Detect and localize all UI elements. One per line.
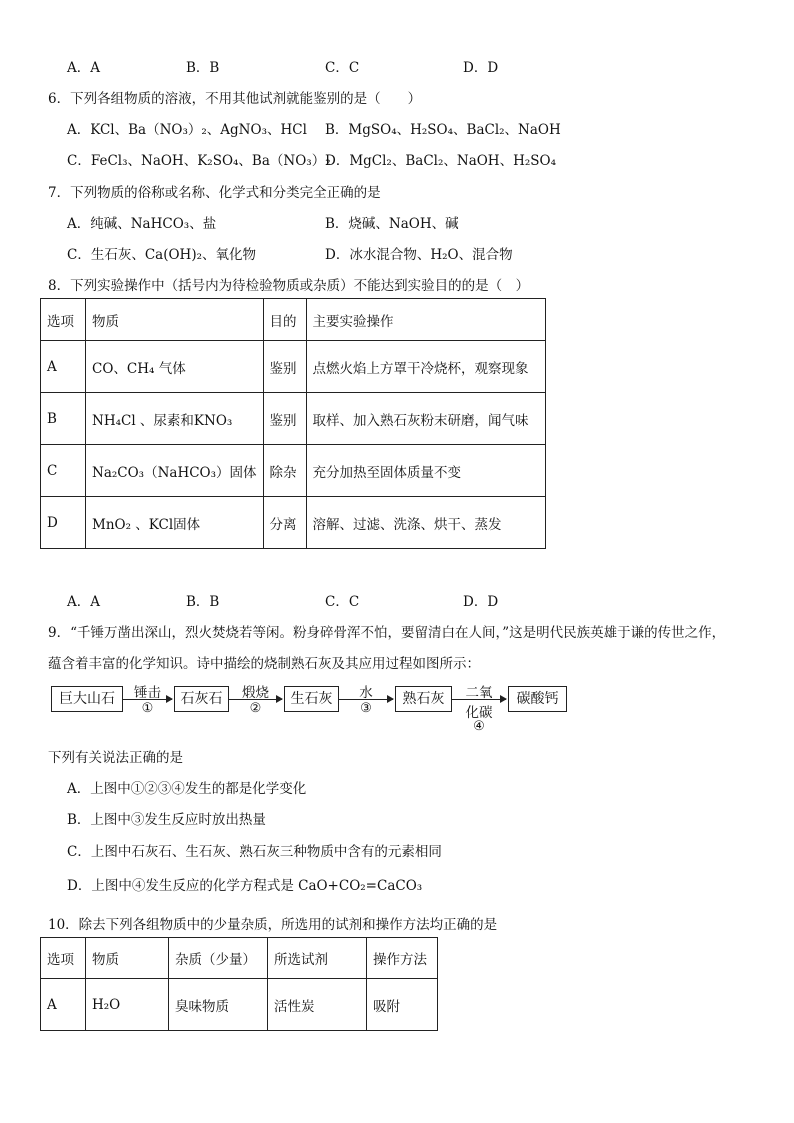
table-cell: Na₂CO₃（NaHCO₃）固体 bbox=[86, 445, 264, 497]
table-cell: A bbox=[41, 341, 86, 393]
flow-node: 生石灰 bbox=[284, 686, 339, 712]
q9-prompt: 下列有关说法正确的是 bbox=[48, 750, 183, 766]
table-cell: 取样、加入熟石灰粉末研磨，闻气味 bbox=[306, 393, 545, 445]
q8-option-c: C．C bbox=[325, 594, 360, 610]
q7-stem: 7．下列物质的俗称或名称、化学式和分类完全正确的是 bbox=[48, 185, 381, 201]
table-cell: MnO₂ 、KCl固体 bbox=[86, 497, 264, 549]
q9-stem-line1: 9．“千锤万凿出深山，烈火焚烧若等闲。粉身碎骨浑不怕，要留清白在人间，”这是明代民族英雄于谦的传世之作， bbox=[48, 625, 726, 641]
flow-step-number: ④ bbox=[473, 719, 485, 734]
q6-stem: 6．下列各组物质的溶液，不用其他试剂就能鉴别的是（ ） bbox=[48, 91, 422, 107]
table-row bbox=[41, 979, 438, 1031]
q5-option-d: D．D bbox=[463, 60, 499, 76]
header-cell: 操作方法 bbox=[367, 938, 438, 979]
table-row bbox=[41, 445, 546, 497]
table-header-row bbox=[41, 299, 546, 341]
q8-option-d: D．D bbox=[463, 594, 499, 610]
q5-option-c: C．C bbox=[325, 60, 360, 76]
table-header-row bbox=[41, 938, 438, 979]
flow-node: 石灰石 bbox=[174, 686, 229, 712]
flow-step-number: ② bbox=[249, 701, 262, 716]
header-cell: 物质 bbox=[86, 938, 169, 979]
table-cell: 臭味物质 bbox=[169, 979, 268, 1031]
table-cell: NH₄Cl 、尿素和KNO₃ bbox=[86, 393, 264, 445]
table-cell: CO、CH₄ 气体 bbox=[86, 341, 264, 393]
flow-step-number: ③ bbox=[360, 701, 372, 716]
flow-step-label: 化碳 bbox=[465, 705, 493, 721]
q7-option-c: C．生石灰、Ca(OH)₂、氧化物 bbox=[67, 247, 256, 263]
flow-node: 碳酸钙 bbox=[508, 686, 567, 712]
q5-option-a: A．A bbox=[67, 60, 100, 76]
flow-step-label: 二氧 bbox=[465, 685, 493, 701]
q9-option-c: C．上图中石灰石、生石灰、熟石灰三种物质中含有的元素相同 bbox=[67, 844, 442, 860]
q5-option-b: B．B bbox=[186, 60, 220, 76]
flow-step-label: 水 bbox=[359, 685, 373, 701]
table-cell: H₂O bbox=[86, 979, 169, 1031]
header-cell: 选项 bbox=[41, 938, 86, 979]
table-cell: C bbox=[41, 445, 86, 497]
q6-option-a: A．KCl、Ba（NO₃）₂、AgNO₃、HCl bbox=[67, 122, 307, 138]
table-row bbox=[41, 341, 546, 393]
table-cell: 溶解、过滤、洗涤、烘干、蒸发 bbox=[306, 497, 545, 549]
q6-option-d: D．MgCl₂、BaCl₂、NaOH、H₂SO₄ bbox=[325, 153, 556, 169]
table-row bbox=[41, 393, 546, 445]
q8-stem: 8．下列实验操作中（括号内为待检验物质或杂质）不能达到实验目的的是（ ） bbox=[48, 278, 530, 294]
table-cell: 充分加热至固体质量不变 bbox=[306, 445, 545, 497]
table-cell: A bbox=[41, 979, 86, 1031]
q9-option-d: D．上图中④发生反应的化学方程式是 CaO+CO₂=CaCO₃ bbox=[67, 878, 423, 894]
table-cell: 分离 bbox=[263, 497, 306, 549]
table-cell: B bbox=[41, 393, 86, 445]
q9-stem-line2: 蕴含着丰富的化学知识。诗中描绘的烧制熟石灰及其应用过程如图所示： bbox=[48, 656, 480, 672]
table-cell: 鉴别 bbox=[263, 341, 306, 393]
table-cell: 鉴别 bbox=[263, 393, 306, 445]
q9-option-a: A．上图中①②③④发生的都是化学变化 bbox=[67, 781, 307, 797]
q7-option-d: D．冰水混合物、H₂O、混合物 bbox=[325, 247, 513, 263]
q10-table bbox=[40, 937, 438, 1031]
q8-option-a: A．A bbox=[67, 594, 100, 610]
flow-step-label: 锤击 bbox=[134, 685, 161, 701]
q7-option-b: B．烧碱、NaOH、碱 bbox=[325, 216, 459, 232]
table-cell: 吸附 bbox=[367, 979, 438, 1031]
header-cell: 杂质（少量） bbox=[169, 938, 268, 979]
flow-node: 熟石灰 bbox=[395, 686, 452, 712]
table-cell: D bbox=[41, 497, 86, 549]
header-cell: 主要实验操作 bbox=[306, 299, 545, 341]
flow-step-label: 煅烧 bbox=[242, 685, 269, 701]
header-cell: 选项 bbox=[41, 299, 86, 341]
table-cell: 活性炭 bbox=[268, 979, 367, 1031]
table-row bbox=[41, 497, 546, 549]
table-cell: 除杂 bbox=[263, 445, 306, 497]
q7-option-a: A．纯碱、NaHCO₃、盐 bbox=[67, 216, 217, 232]
header-cell: 目的 bbox=[263, 299, 306, 341]
q6-option-b: B．MgSO₄、H₂SO₄、BaCl₂、NaOH bbox=[325, 122, 561, 138]
q8-table bbox=[40, 298, 546, 549]
header-cell: 物质 bbox=[86, 299, 264, 341]
q6-option-c: C．FeCl₃、NaOH、K₂SO₄、Ba（NO₃）₂ bbox=[67, 153, 331, 169]
q10-stem: 10．除去下列各组物质中的少量杂质，所选用的试剂和操作方法均正确的是 bbox=[48, 917, 498, 933]
q9-option-b: B．上图中③发生反应时放出热量 bbox=[67, 812, 266, 828]
flow-node: 巨大山石 bbox=[51, 686, 123, 712]
header-cell: 所选试剂 bbox=[268, 938, 367, 979]
flow-step-number: ① bbox=[141, 701, 154, 716]
table-cell: 点燃火焰上方罩干冷烧杯，观察现象 bbox=[306, 341, 545, 393]
q8-option-b: B．B bbox=[186, 594, 220, 610]
